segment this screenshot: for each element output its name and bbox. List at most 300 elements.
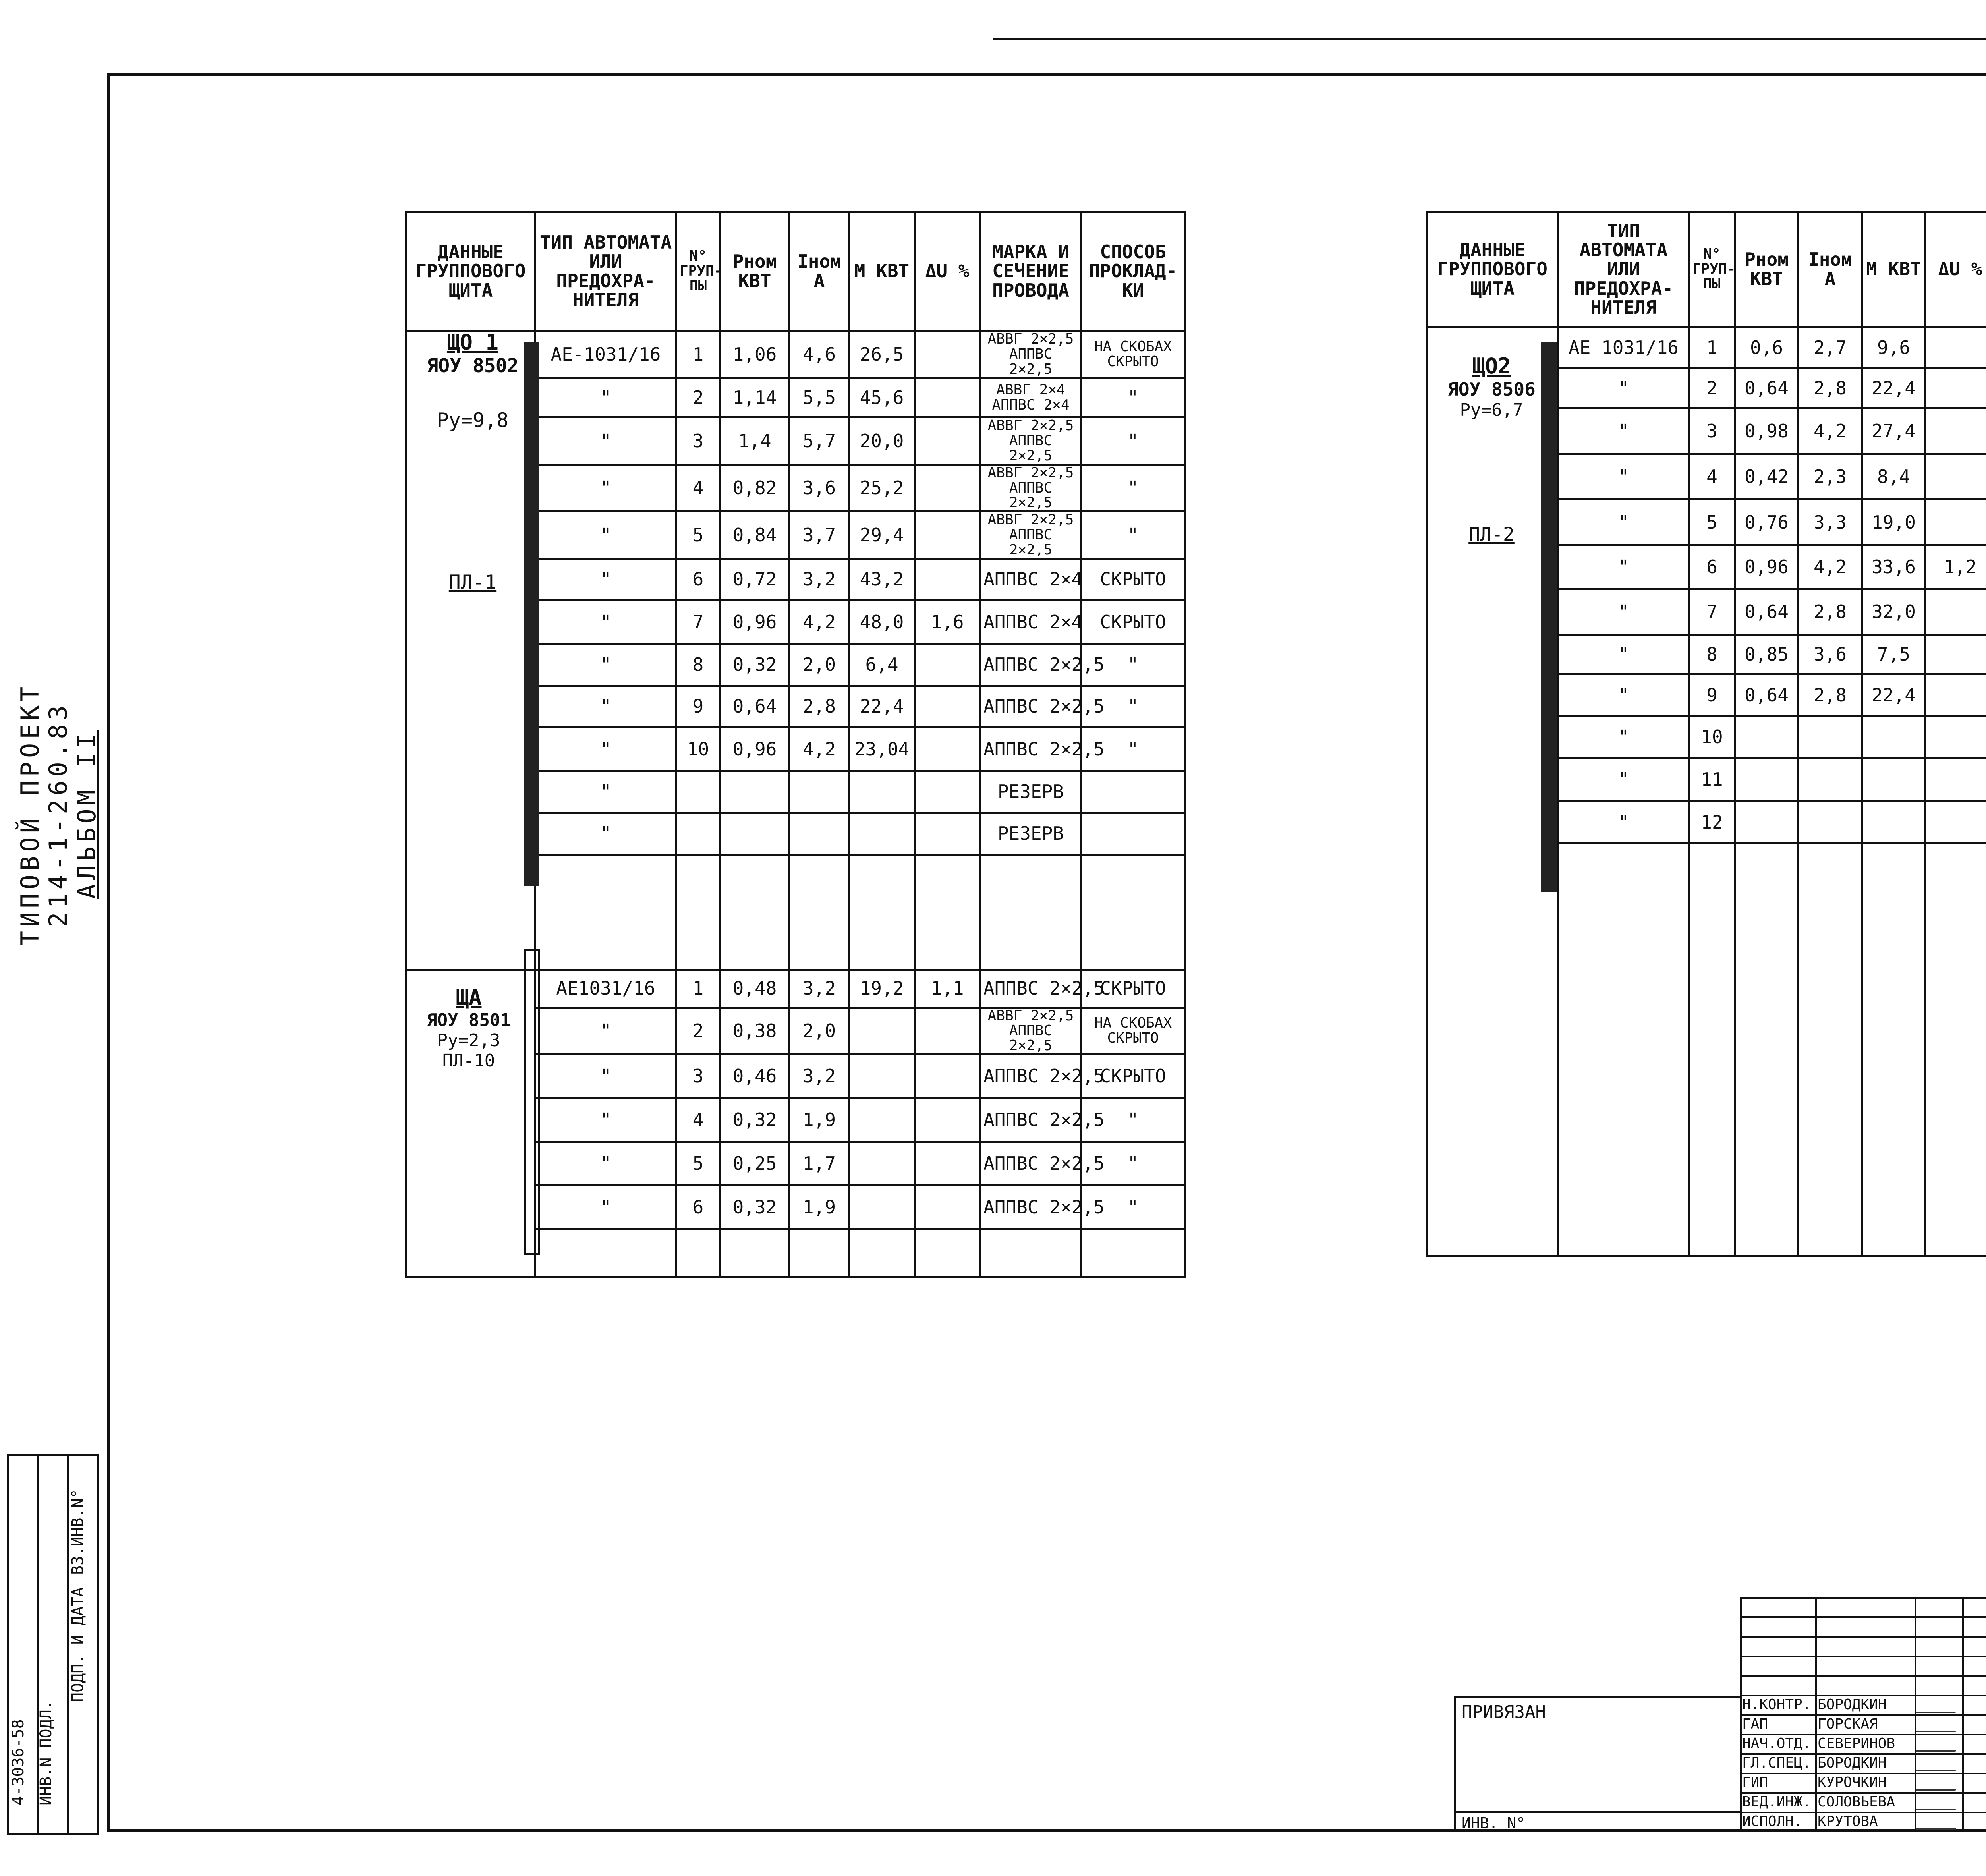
du-cell <box>915 686 980 727</box>
wire-cell: АППВС 2×2,5 <box>980 644 1082 686</box>
group-no-cell: 10 <box>1689 716 1735 758</box>
signature-mark <box>1916 1795 1961 1810</box>
signature-mark <box>1916 1815 1961 1830</box>
m-cell: 45,6 <box>849 378 915 417</box>
role-label: ГЛ.СПЕЦ. <box>1742 1755 1811 1771</box>
m-cell: 29,4 <box>849 512 915 558</box>
group-no-cell: 6 <box>676 1185 720 1229</box>
du-cell <box>1926 500 1986 545</box>
p-nom-cell: 0,96 <box>1735 545 1799 589</box>
i-nom-cell: 3,2 <box>790 1054 849 1098</box>
top-edge-line <box>993 38 1986 40</box>
hdr-m: М КВТ <box>849 212 915 331</box>
i-nom-cell: 3,2 <box>790 558 849 600</box>
panel3-line: ПЛ-2 <box>1468 524 1515 546</box>
method-cell: СКРЫТО <box>1082 970 1185 1007</box>
role-label: ВЕД.ИНЖ. <box>1742 1794 1811 1810</box>
role-person: КРУТОВА <box>1818 1813 1878 1830</box>
breaker-type-cell: " <box>535 378 676 417</box>
group-no-cell: 5 <box>1689 500 1735 545</box>
hdr2-i-nom: Iном А <box>1799 212 1862 327</box>
panel3-busbar <box>1541 342 1557 892</box>
p-nom-cell <box>1735 716 1799 758</box>
signature-mark <box>1916 1698 1961 1713</box>
role-label: ИСПОЛН. <box>1742 1813 1802 1830</box>
m-cell: 22,4 <box>1862 674 1926 716</box>
hdr-wire: МАРКА И СЕЧЕНИЕ ПРОВОДА <box>980 212 1082 331</box>
du-cell <box>915 1054 980 1098</box>
breaker-type-cell: " <box>535 512 676 558</box>
i-nom-cell <box>1799 758 1862 802</box>
p-nom-cell: 1,06 <box>720 331 790 378</box>
empty-cell <box>849 1229 915 1277</box>
du-cell: 1,2 <box>1926 545 1986 589</box>
du-cell <box>1926 589 1986 635</box>
du-cell <box>1926 327 1986 369</box>
group-no-cell: 9 <box>676 686 720 727</box>
empty-cell <box>849 854 915 970</box>
m-cell: 22,4 <box>849 686 915 727</box>
empty-cell <box>1082 854 1185 970</box>
i-nom-cell: 3,3 <box>1799 500 1862 545</box>
empty-cell <box>720 854 790 970</box>
method-cell: СКРЫТО <box>1082 1054 1185 1098</box>
panel2-label <box>413 985 524 1071</box>
group-no-cell: 1 <box>1689 327 1735 369</box>
title-block <box>1454 1597 1986 1831</box>
i-nom-cell: 2,0 <box>790 644 849 686</box>
method-cell: " <box>1082 512 1185 558</box>
p-nom-cell: 0,46 <box>720 1054 790 1098</box>
side-title <box>16 636 101 993</box>
empty-cell <box>1862 843 1926 1256</box>
m-cell: 23,04 <box>849 727 915 771</box>
group-no-cell: 3 <box>1689 408 1735 454</box>
i-nom-cell: 2,7 <box>1799 327 1862 369</box>
breaker-type-cell: " <box>1558 589 1689 635</box>
empty-cell <box>676 1229 720 1277</box>
p-nom-cell: 0,32 <box>720 1185 790 1229</box>
role-person: СЕВЕРИНОВ <box>1818 1735 1895 1752</box>
empty-cell <box>980 854 1082 970</box>
group-no-cell: 2 <box>676 1007 720 1054</box>
du-cell <box>915 727 980 771</box>
group-no-cell: 5 <box>676 1142 720 1185</box>
group-no-cell: 1 <box>676 331 720 378</box>
m-cell: 9,6 <box>1862 327 1926 369</box>
hdr-panel-data: ДАННЫЕ ГРУППОВОГО ЩИТА <box>406 212 535 331</box>
m-cell: 22,4 <box>1862 369 1926 408</box>
empty-cell <box>915 1229 980 1277</box>
group-no-cell: 12 <box>1689 802 1735 843</box>
empty-cell <box>1082 1229 1185 1277</box>
group-no-cell: 9 <box>1689 674 1735 716</box>
role-label: НАЧ.ОТД. <box>1742 1735 1811 1752</box>
breaker-type-cell: " <box>1558 716 1689 758</box>
m-cell: 48,0 <box>849 600 915 644</box>
empty-cell <box>1689 843 1735 1256</box>
i-nom-cell: 4,2 <box>790 600 849 644</box>
group-no-cell: 8 <box>1689 635 1735 674</box>
method-cell: " <box>1082 644 1185 686</box>
wire-cell: АВВГ 2×2,5 АППВС 2×2,5 <box>980 417 1082 464</box>
wire-cell: АВВГ 2×2,5 АППВС 2×2,5 <box>980 331 1082 378</box>
role-person: БОРОДКИН <box>1818 1755 1887 1771</box>
panel2-model: ЯОУ 8501 <box>427 1010 511 1030</box>
wire-cell: РЕЗЕРВ <box>980 771 1082 813</box>
hdr2-panel-data: ДАННЫЕ ГРУППОВОГО ЩИТА <box>1427 212 1558 327</box>
wire-cell: АППВС 2×2,5 <box>980 1142 1082 1185</box>
frame-top <box>107 73 1986 76</box>
method-cell <box>1082 813 1185 854</box>
breaker-type-cell: " <box>535 464 676 511</box>
group-no-cell: 8 <box>676 644 720 686</box>
m-cell: 19,0 <box>1862 500 1926 545</box>
p-nom-cell: 0,85 <box>1735 635 1799 674</box>
i-nom-cell: 3,7 <box>790 512 849 558</box>
empty-cell <box>790 1229 849 1277</box>
panel3-py: Ру=6,7 <box>1460 400 1523 420</box>
panel1-busbar <box>524 342 539 886</box>
hdr-method: СПОСОБ ПРОКЛАД-КИ <box>1082 212 1185 331</box>
du-cell <box>915 813 980 854</box>
du-cell <box>1926 635 1986 674</box>
group-no-cell: 4 <box>1689 454 1735 500</box>
panel3-name: ЩО2 <box>1472 354 1511 379</box>
wire-cell: АППВС 2×2,5 <box>980 1098 1082 1142</box>
p-nom-cell: 0,76 <box>1735 500 1799 545</box>
m-cell: 26,5 <box>849 331 915 378</box>
group-no-cell: 10 <box>676 727 720 771</box>
hdr2-group-no: N° ГРУП-ПЫ <box>1689 212 1735 327</box>
empty-cell <box>790 854 849 970</box>
group-no-cell: 6 <box>1689 545 1735 589</box>
hdr-p-nom: Pном КВТ <box>720 212 790 331</box>
m-cell <box>1862 716 1926 758</box>
p-nom-cell: 0,6 <box>1735 327 1799 369</box>
side-title-line3: АЛЬБОМ II <box>72 730 101 899</box>
m-cell <box>849 1185 915 1229</box>
wire-cell: АППВС 2×4 <box>980 600 1082 644</box>
signature-mark <box>1916 1756 1961 1771</box>
hdr2-m: М КВТ <box>1862 212 1926 327</box>
group-no-cell: 4 <box>676 1098 720 1142</box>
i-nom-cell: 2,3 <box>1799 454 1862 500</box>
signature-mark <box>1916 1776 1961 1791</box>
method-cell: " <box>1082 686 1185 727</box>
du-cell <box>1926 802 1986 843</box>
du-cell <box>915 558 980 600</box>
empty-cell <box>1799 843 1862 1256</box>
du-cell <box>915 512 980 558</box>
role-person: СОЛОВЬЕВА <box>1818 1794 1895 1810</box>
i-nom-cell: 5,5 <box>790 378 849 417</box>
side-title-line1: ТИПОВОЙ ПРОЕКТ <box>15 682 44 946</box>
i-nom-cell: 2,8 <box>1799 369 1862 408</box>
du-cell: 1,6 <box>915 600 980 644</box>
signature-mark <box>1916 1737 1961 1752</box>
hdr-breaker-type: ТИП АВТОМАТА ИЛИ ПРЕДОХРА-НИТЕЛЯ <box>535 212 676 331</box>
du-cell <box>915 1007 980 1054</box>
p-nom-cell: 0,64 <box>1735 369 1799 408</box>
du-cell <box>1926 454 1986 500</box>
panel2-busbar <box>524 949 540 1255</box>
breaker-type-cell: " <box>535 417 676 464</box>
wire-cell: АВВГ 2×4 АППВС 2×4 <box>980 378 1082 417</box>
breaker-type-cell: " <box>535 558 676 600</box>
stamp-inv-label: ИНВ.N ПОДЛ. <box>37 1700 55 1805</box>
inv-no-label: ИНВ. N° <box>1462 1814 1526 1832</box>
panel1-line: ПЛ-1 <box>448 571 497 594</box>
breaker-type-cell: " <box>535 1007 676 1054</box>
breaker-type-cell: АЕ 1031/16 <box>1558 327 1689 369</box>
i-nom-cell: 4,2 <box>1799 545 1862 589</box>
breaker-type-cell: " <box>535 1054 676 1098</box>
i-nom-cell: 2,0 <box>790 1007 849 1054</box>
empty-cell <box>535 854 676 970</box>
wire-cell: АППВС 2×2,5 <box>980 1185 1082 1229</box>
du-cell <box>1926 674 1986 716</box>
group-no-cell: 11 <box>1689 758 1735 802</box>
breaker-type-cell: АЕ-1031/16 <box>535 331 676 378</box>
frame-left <box>107 73 110 1831</box>
p-nom-cell: 0,32 <box>720 1098 790 1142</box>
panel1-label <box>413 330 532 594</box>
m-cell: 33,6 <box>1862 545 1926 589</box>
p-nom-cell: 0,64 <box>1735 589 1799 635</box>
m-cell <box>1862 758 1926 802</box>
side-title-line2: 214-1-260.83 <box>44 701 73 927</box>
breaker-type-cell: " <box>535 771 676 813</box>
m-cell: 19,2 <box>849 970 915 1007</box>
p-nom-cell: 0,72 <box>720 558 790 600</box>
m-cell: 25,2 <box>849 464 915 511</box>
p-nom-cell: 0,96 <box>720 600 790 644</box>
i-nom-cell: 5,7 <box>790 417 849 464</box>
m-cell: 8,4 <box>1862 454 1926 500</box>
hdr-group-no: N° ГРУП-ПЫ <box>676 212 720 331</box>
hdr2-du: ΔU % <box>1926 212 1986 327</box>
breaker-type-cell: " <box>535 686 676 727</box>
hdr-du: ΔU % <box>915 212 980 331</box>
empty-cell <box>1558 843 1689 1256</box>
m-cell <box>849 813 915 854</box>
i-nom-cell <box>1799 802 1862 843</box>
du-cell <box>915 1098 980 1142</box>
breaker-type-cell: АЕ1031/16 <box>535 970 676 1007</box>
empty-cell <box>915 854 980 970</box>
i-nom-cell: 1,7 <box>790 1142 849 1185</box>
breaker-type-cell: " <box>535 813 676 854</box>
m-cell: 7,5 <box>1862 635 1926 674</box>
du-cell <box>1926 716 1986 758</box>
method-cell: " <box>1082 378 1185 417</box>
i-nom-cell: 3,6 <box>790 464 849 511</box>
du-cell <box>915 1185 980 1229</box>
i-nom-cell: 4,6 <box>790 331 849 378</box>
group-no-cell: 2 <box>1689 369 1735 408</box>
breaker-type-cell: " <box>535 600 676 644</box>
m-cell: 43,2 <box>849 558 915 600</box>
m-cell: 27,4 <box>1862 408 1926 454</box>
p-nom-cell: 0,98 <box>1735 408 1799 454</box>
method-cell: СКРЫТО <box>1082 600 1185 644</box>
panel3-label <box>1430 354 1553 546</box>
i-nom-cell: 1,9 <box>790 1098 849 1142</box>
breaker-type-cell: " <box>1558 674 1689 716</box>
i-nom-cell: 2,8 <box>1799 674 1862 716</box>
i-nom-cell: 4,2 <box>790 727 849 771</box>
wire-cell: АППВС 2×2,5 <box>980 970 1082 1007</box>
p-nom-cell: 0,82 <box>720 464 790 511</box>
wire-cell: АППВС 2×4 <box>980 558 1082 600</box>
m-cell <box>849 1098 915 1142</box>
breaker-type-cell: " <box>535 727 676 771</box>
p-nom-cell: 0,25 <box>720 1142 790 1185</box>
role-person: БОРОДКИН <box>1818 1696 1887 1713</box>
panel1-model: ЯОУ 8502 <box>427 355 519 377</box>
du-cell: 1,1 <box>915 970 980 1007</box>
hdr-i-nom: Iном А <box>790 212 849 331</box>
wire-cell: РЕЗЕРВ <box>980 813 1082 854</box>
stamp-vz-label: ВЗ.ИНВ.N° <box>69 1489 87 1575</box>
breaker-type-cell: " <box>1558 802 1689 843</box>
stamp-inv-value: 4-3036-58 <box>9 1719 27 1805</box>
bound-label: ПРИВЯЗАН <box>1462 1702 1546 1722</box>
m-cell: 6,4 <box>849 644 915 686</box>
p-nom-cell <box>720 771 790 813</box>
method-cell: " <box>1082 1185 1185 1229</box>
du-cell <box>915 464 980 511</box>
group-no-cell: 2 <box>676 378 720 417</box>
role-person: КУРОЧКИН <box>1818 1774 1887 1791</box>
wire-cell: АППВС 2×2,5 <box>980 1054 1082 1098</box>
breaker-type-cell: " <box>535 1185 676 1229</box>
method-cell: " <box>1082 727 1185 771</box>
p-nom-cell: 1,4 <box>720 417 790 464</box>
breaker-type-cell: " <box>1558 369 1689 408</box>
i-nom-cell <box>790 771 849 813</box>
p-nom-cell: 0,84 <box>720 512 790 558</box>
signature-mark <box>1916 1718 1961 1732</box>
panel2-name: ЩА <box>456 985 482 1010</box>
method-cell: НА СКОБАХ СКРЫТО <box>1082 1007 1185 1054</box>
i-nom-cell: 2,8 <box>790 686 849 727</box>
p-nom-cell <box>720 813 790 854</box>
group-no-cell: 6 <box>676 558 720 600</box>
wire-cell: АВВГ 2×2,5 АППВС 2×2,5 <box>980 464 1082 511</box>
group-no-cell: 3 <box>676 1054 720 1098</box>
breaker-type-cell: " <box>535 1098 676 1142</box>
p-nom-cell: 0,64 <box>720 686 790 727</box>
hdr2-p-nom: Pном КВТ <box>1735 212 1799 327</box>
role-label: ГАП <box>1742 1716 1768 1732</box>
m-cell <box>849 1007 915 1054</box>
p-nom-cell: 0,64 <box>1735 674 1799 716</box>
p-nom-cell <box>1735 758 1799 802</box>
role-person: ГОРСКАЯ <box>1818 1716 1878 1732</box>
empty-cell <box>676 854 720 970</box>
group-no-cell: 3 <box>676 417 720 464</box>
method-cell: СКРЫТО <box>1082 558 1185 600</box>
p-nom-cell: 0,42 <box>1735 454 1799 500</box>
du-cell <box>1926 408 1986 454</box>
p-nom-cell <box>1735 802 1799 843</box>
empty-cell <box>1926 843 1986 1256</box>
wire-cell: АВВГ 2×2,5 АППВС 2×2,5 <box>980 512 1082 558</box>
du-cell <box>915 644 980 686</box>
hdr2-breaker-type: ТИП АВТОМАТА ИЛИ ПРЕДОХРА-НИТЕЛЯ <box>1558 212 1689 327</box>
method-cell: " <box>1082 1142 1185 1185</box>
i-nom-cell: 4,2 <box>1799 408 1862 454</box>
empty-cell <box>535 1229 676 1277</box>
panel1-name: ЩО 1 <box>446 330 499 355</box>
du-cell <box>915 417 980 464</box>
i-nom-cell: 3,6 <box>1799 635 1862 674</box>
method-cell: " <box>1082 417 1185 464</box>
breaker-type-cell: " <box>1558 758 1689 802</box>
group-no-cell <box>676 771 720 813</box>
breaker-type-cell: " <box>1558 408 1689 454</box>
i-nom-cell: 2,8 <box>1799 589 1862 635</box>
left-stamp <box>7 1454 99 1835</box>
p-nom-cell: 0,96 <box>720 727 790 771</box>
panel3-model: ЯОУ 8506 <box>1447 379 1536 400</box>
stamp-sign-label: ПОДП. И ДАТА <box>69 1587 87 1702</box>
group-no-cell <box>676 813 720 854</box>
m-cell <box>849 1142 915 1185</box>
role-label: Н.КОНТР. <box>1742 1696 1811 1713</box>
p-nom-cell: 0,38 <box>720 1007 790 1054</box>
method-cell: " <box>1082 464 1185 511</box>
wire-cell: АППВС 2×2,5 <box>980 727 1082 771</box>
breaker-type-cell: " <box>1558 545 1689 589</box>
breaker-type-cell: " <box>1558 454 1689 500</box>
group-no-cell: 1 <box>676 970 720 1007</box>
du-cell <box>915 771 980 813</box>
m-cell <box>849 771 915 813</box>
du-cell <box>1926 369 1986 408</box>
breaker-type-cell: " <box>1558 500 1689 545</box>
breaker-type-cell: " <box>535 1142 676 1185</box>
wire-cell: АППВС 2×2,5 <box>980 686 1082 727</box>
p-nom-cell: 0,32 <box>720 644 790 686</box>
group-no-cell: 5 <box>676 512 720 558</box>
du-cell <box>915 1142 980 1185</box>
i-nom-cell: 3,2 <box>790 970 849 1007</box>
du-cell <box>915 378 980 417</box>
m-cell <box>849 1054 915 1098</box>
du-cell <box>915 331 980 378</box>
panel2-py: Ру=2,3 <box>437 1030 500 1051</box>
group-no-cell: 7 <box>1689 589 1735 635</box>
du-cell <box>1926 758 1986 802</box>
method-cell: " <box>1082 1098 1185 1142</box>
panel1-py: Ру=9,8 <box>437 409 509 432</box>
empty-cell <box>980 1229 1082 1277</box>
empty-cell <box>1735 843 1799 1256</box>
role-label: ГИП <box>1742 1774 1768 1791</box>
i-nom-cell <box>1799 716 1862 758</box>
group-no-cell: 4 <box>676 464 720 511</box>
wire-cell: АВВГ 2×2,5 АППВС 2×2,5 <box>980 1007 1082 1054</box>
method-cell: НА СКОБАХ СКРЫТО <box>1082 331 1185 378</box>
empty-cell <box>720 1229 790 1277</box>
i-nom-cell <box>790 813 849 854</box>
method-cell <box>1082 771 1185 813</box>
m-cell: 32,0 <box>1862 589 1926 635</box>
breaker-type-cell: " <box>1558 635 1689 674</box>
